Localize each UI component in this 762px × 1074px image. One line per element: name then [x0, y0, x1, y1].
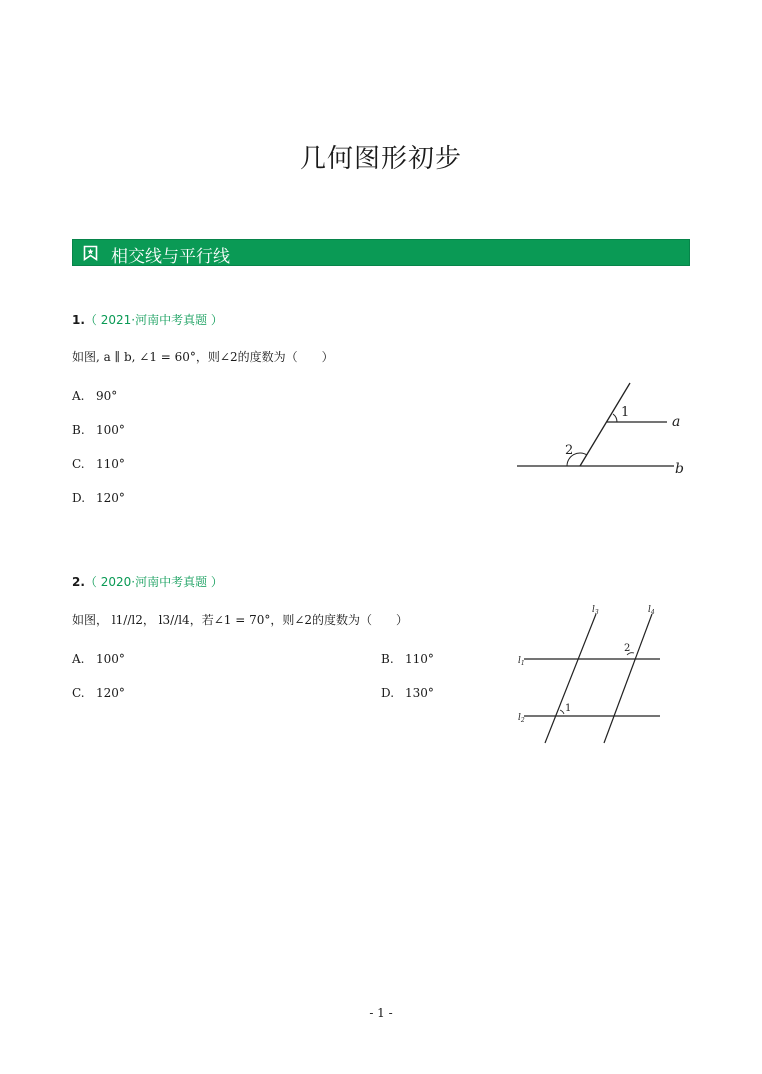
question-number: 2. — [72, 575, 85, 589]
question-2-header — [72, 573, 223, 590]
question-source: （ 2020·河南中考真题 ） — [84, 575, 223, 589]
question-1-option-a[interactable] — [72, 389, 117, 403]
question-1-header — [72, 311, 223, 328]
section-title: 相交线与平行线 — [111, 247, 230, 267]
question-1-figure — [510, 375, 690, 480]
option-text: 120° — [96, 686, 125, 700]
page-number: - 1 - — [369, 1006, 393, 1020]
option-letter: B. — [381, 652, 394, 666]
question-1-option-d[interactable] — [72, 491, 125, 505]
option-letter: C. — [72, 457, 85, 471]
bookmark-star-icon — [83, 245, 98, 261]
question-2-option-a[interactable] — [72, 652, 125, 666]
question-2-option-b[interactable] — [381, 652, 434, 666]
angle-1-label: 1 — [621, 405, 630, 420]
option-letter: C. — [72, 686, 85, 700]
line-b-label: b — [675, 461, 684, 477]
page-title: 几何图形初步 — [299, 144, 462, 174]
option-letter: D. — [72, 491, 86, 505]
section-header — [72, 239, 690, 266]
l1-label: $l_1$ — [518, 656, 525, 667]
angle-1-label: 1 — [565, 703, 572, 714]
option-text: 110° — [96, 457, 125, 471]
question-2-stem: 如图， l1//l2， l3//l4，若∠1 = 70°，则∠2的度数为（ ） — [72, 613, 409, 627]
question-2-figure — [510, 600, 670, 748]
line-l4 — [604, 614, 652, 743]
angle-2-label: 2 — [565, 443, 574, 458]
option-text: 130° — [405, 686, 434, 700]
l4-subscript: 4 — [650, 609, 655, 616]
question-2-option-c[interactable] — [72, 686, 125, 700]
option-text: 110° — [405, 652, 434, 666]
option-letter: A. — [72, 652, 85, 666]
option-text: 120° — [96, 491, 125, 505]
transversal — [580, 383, 630, 466]
option-text: 90° — [96, 389, 118, 403]
option-text: 100° — [96, 652, 125, 666]
line-l3 — [545, 614, 596, 743]
angle-1-arc — [613, 414, 617, 422]
line-a-label: a — [672, 414, 681, 430]
l1-subscript: 1 — [520, 660, 525, 667]
option-letter: A. — [72, 389, 85, 403]
angle-1-arc — [560, 710, 564, 714]
question-1-option-b[interactable] — [72, 423, 125, 437]
l3-subscript: 3 — [594, 609, 599, 616]
l2-subscript: 2 — [520, 717, 525, 724]
question-1-stem: 如图, a ∥ b, ∠1 = 60°，则∠2的度数为（ ） — [72, 350, 334, 364]
option-letter: D. — [381, 686, 395, 700]
l2-label: $l_2$ — [518, 713, 525, 724]
question-1-option-c[interactable] — [72, 457, 125, 471]
question-2-option-d[interactable] — [381, 686, 434, 700]
question-number: 1. — [72, 313, 85, 327]
l4-label: $l_4$ — [648, 605, 655, 616]
question-source: （ 2021·河南中考真题 ） — [84, 313, 223, 327]
option-letter: B. — [72, 423, 85, 437]
angle-2-label: 2 — [624, 643, 631, 654]
option-text: 100° — [96, 423, 125, 437]
l3-label: $l_3$ — [592, 605, 599, 616]
